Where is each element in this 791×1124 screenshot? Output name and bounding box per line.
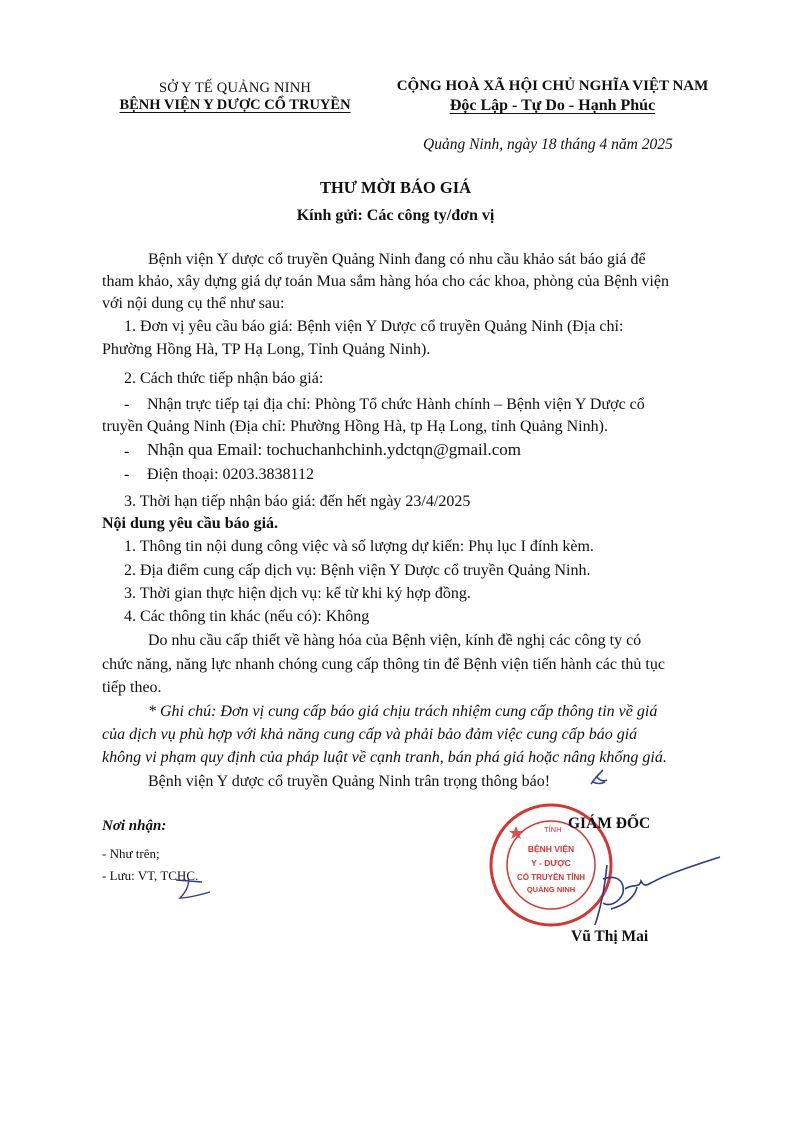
issuer-block bbox=[100, 80, 370, 114]
initial-mark-icon bbox=[587, 766, 611, 790]
bullet-dash: - bbox=[124, 443, 130, 460]
country-name: CỘNG HOÀ XÃ HỘI CHỦ NGHĨA VIỆT NAM bbox=[396, 78, 709, 94]
intro-line: Bệnh viện Y dược cổ truyền Quảng Ninh đang có nhu cầu khảo sát báo giá để bbox=[148, 251, 646, 268]
item-1-line: Phường Hồng Hà, TP Hạ Long, Tỉnh Quảng Ninh). bbox=[102, 341, 431, 358]
intro-line: tham khảo, xây dựng giá dự toán Mua sắm hàng hóa cho các khoa, phòng của Bệnh viện bbox=[102, 273, 669, 290]
email-line: Nhận qua Email: tochuchanhchinh.ydctqn@gmail.com bbox=[147, 440, 521, 459]
note-line: của dịch vụ phù hợp với khả năng cung cấp và phải bảo đảm việc cung cấp báo giá bbox=[102, 726, 638, 743]
initial-mark-icon bbox=[172, 874, 216, 904]
note-line: * Ghi chú: Đơn vị cung cấp báo giá chịu trách nhiệm cung cấp thông tin về giá bbox=[148, 703, 658, 720]
item-1-line: 1. Đơn vị yêu cầu báo giá: Bệnh viện Y Dược cổ truyền Quảng Ninh (Địa chỉ: bbox=[124, 318, 624, 335]
request-line: chức năng, năng lực nhanh chóng cung cấp thông tin để Bệnh viện tiến hành các thủ tục bbox=[102, 656, 665, 673]
request-line: tiếp theo. bbox=[102, 679, 162, 696]
content-item: 3. Thời gian thực hiện dịch vụ: kể từ khi ký hợp đồng. bbox=[124, 585, 471, 602]
seal-text: Y - DƯỢC bbox=[531, 858, 571, 868]
direct-receipt-line: truyền Quảng Ninh (Địa chỉ: Phường Hồng Hà, tp Hạ Long, tỉnh Quảng Ninh). bbox=[102, 418, 608, 435]
department-name: SỞ Y TẾ QUẢNG NINH bbox=[158, 80, 312, 96]
note-line: không vi phạm quy định của pháp luật về cạnh tranh, bán phá giá hoặc nâng khống giá. bbox=[102, 749, 667, 766]
phone-line: Điện thoại: 0203.3838112 bbox=[147, 466, 314, 483]
content-item: 1. Thông tin nội dung công việc và số lượng dự kiến: Phụ lục I đính kèm. bbox=[124, 538, 594, 555]
date-line: Quảng Ninh, ngày 18 tháng 4 năm 2025 bbox=[423, 136, 673, 153]
seal-text: BỆNH VIỆN bbox=[527, 844, 575, 854]
hospital-name: BỆNH VIỆN Y DƯỢC CỔ TRUYỀN bbox=[119, 97, 351, 113]
seal-text: QUẢNG NINH bbox=[526, 885, 576, 894]
national-motto-block bbox=[380, 78, 725, 115]
bullet-dash: - bbox=[124, 466, 130, 483]
document-title: THƯ MỜI BÁO GIÁ bbox=[319, 178, 472, 197]
item-2-heading: 2. Cách thức tiếp nhận báo giá: bbox=[124, 370, 324, 387]
recipient-item: - Như trên; bbox=[102, 846, 160, 861]
content-item: 4. Các thông tin khác (nếu có): Không bbox=[124, 608, 370, 625]
greeting: Kính gửi: Các công ty/đơn vị bbox=[296, 207, 495, 224]
item-3-line: 3. Thời hạn tiếp nhận báo giá: đến hết ngày 23/4/2025 bbox=[124, 493, 471, 510]
closing-line: Bệnh viện Y dược cổ truyền Quảng Ninh trân trọng thông báo! bbox=[148, 773, 551, 790]
recipient-item: - Lưu: VT, TCHC. bbox=[102, 868, 199, 883]
signer-name: Vũ Thị Mai bbox=[571, 928, 649, 945]
direct-receipt-line: Nhận trực tiếp tại địa chỉ: Phòng Tổ chức Hành chính – Bệnh viện Y Dược cổ bbox=[147, 396, 645, 413]
seal-text: TỈNH bbox=[544, 825, 562, 834]
request-line: Do nhu cầu cấp thiết về hàng hóa của Bệnh viện, kính đề nghị các công ty có bbox=[148, 632, 642, 649]
handwritten-signature-icon bbox=[545, 845, 725, 935]
bullet-dash: - bbox=[124, 396, 130, 413]
content-heading: Nội dung yêu cầu báo giá. bbox=[102, 515, 279, 532]
signer-title: GIÁM ĐỐC bbox=[568, 815, 651, 832]
content-item: 2. Địa điểm cung cấp dịch vụ: Bệnh viện Y Dược cổ truyền Quảng Ninh. bbox=[124, 562, 591, 579]
seal-text: CỔ TRUYỀN TỈNH bbox=[517, 873, 585, 882]
motto: Độc Lập - Tự Do - Hạnh Phúc bbox=[449, 97, 656, 114]
intro-line: với nội dung cụ thể như sau: bbox=[102, 295, 285, 312]
recipients-title: Nơi nhận: bbox=[102, 818, 167, 834]
